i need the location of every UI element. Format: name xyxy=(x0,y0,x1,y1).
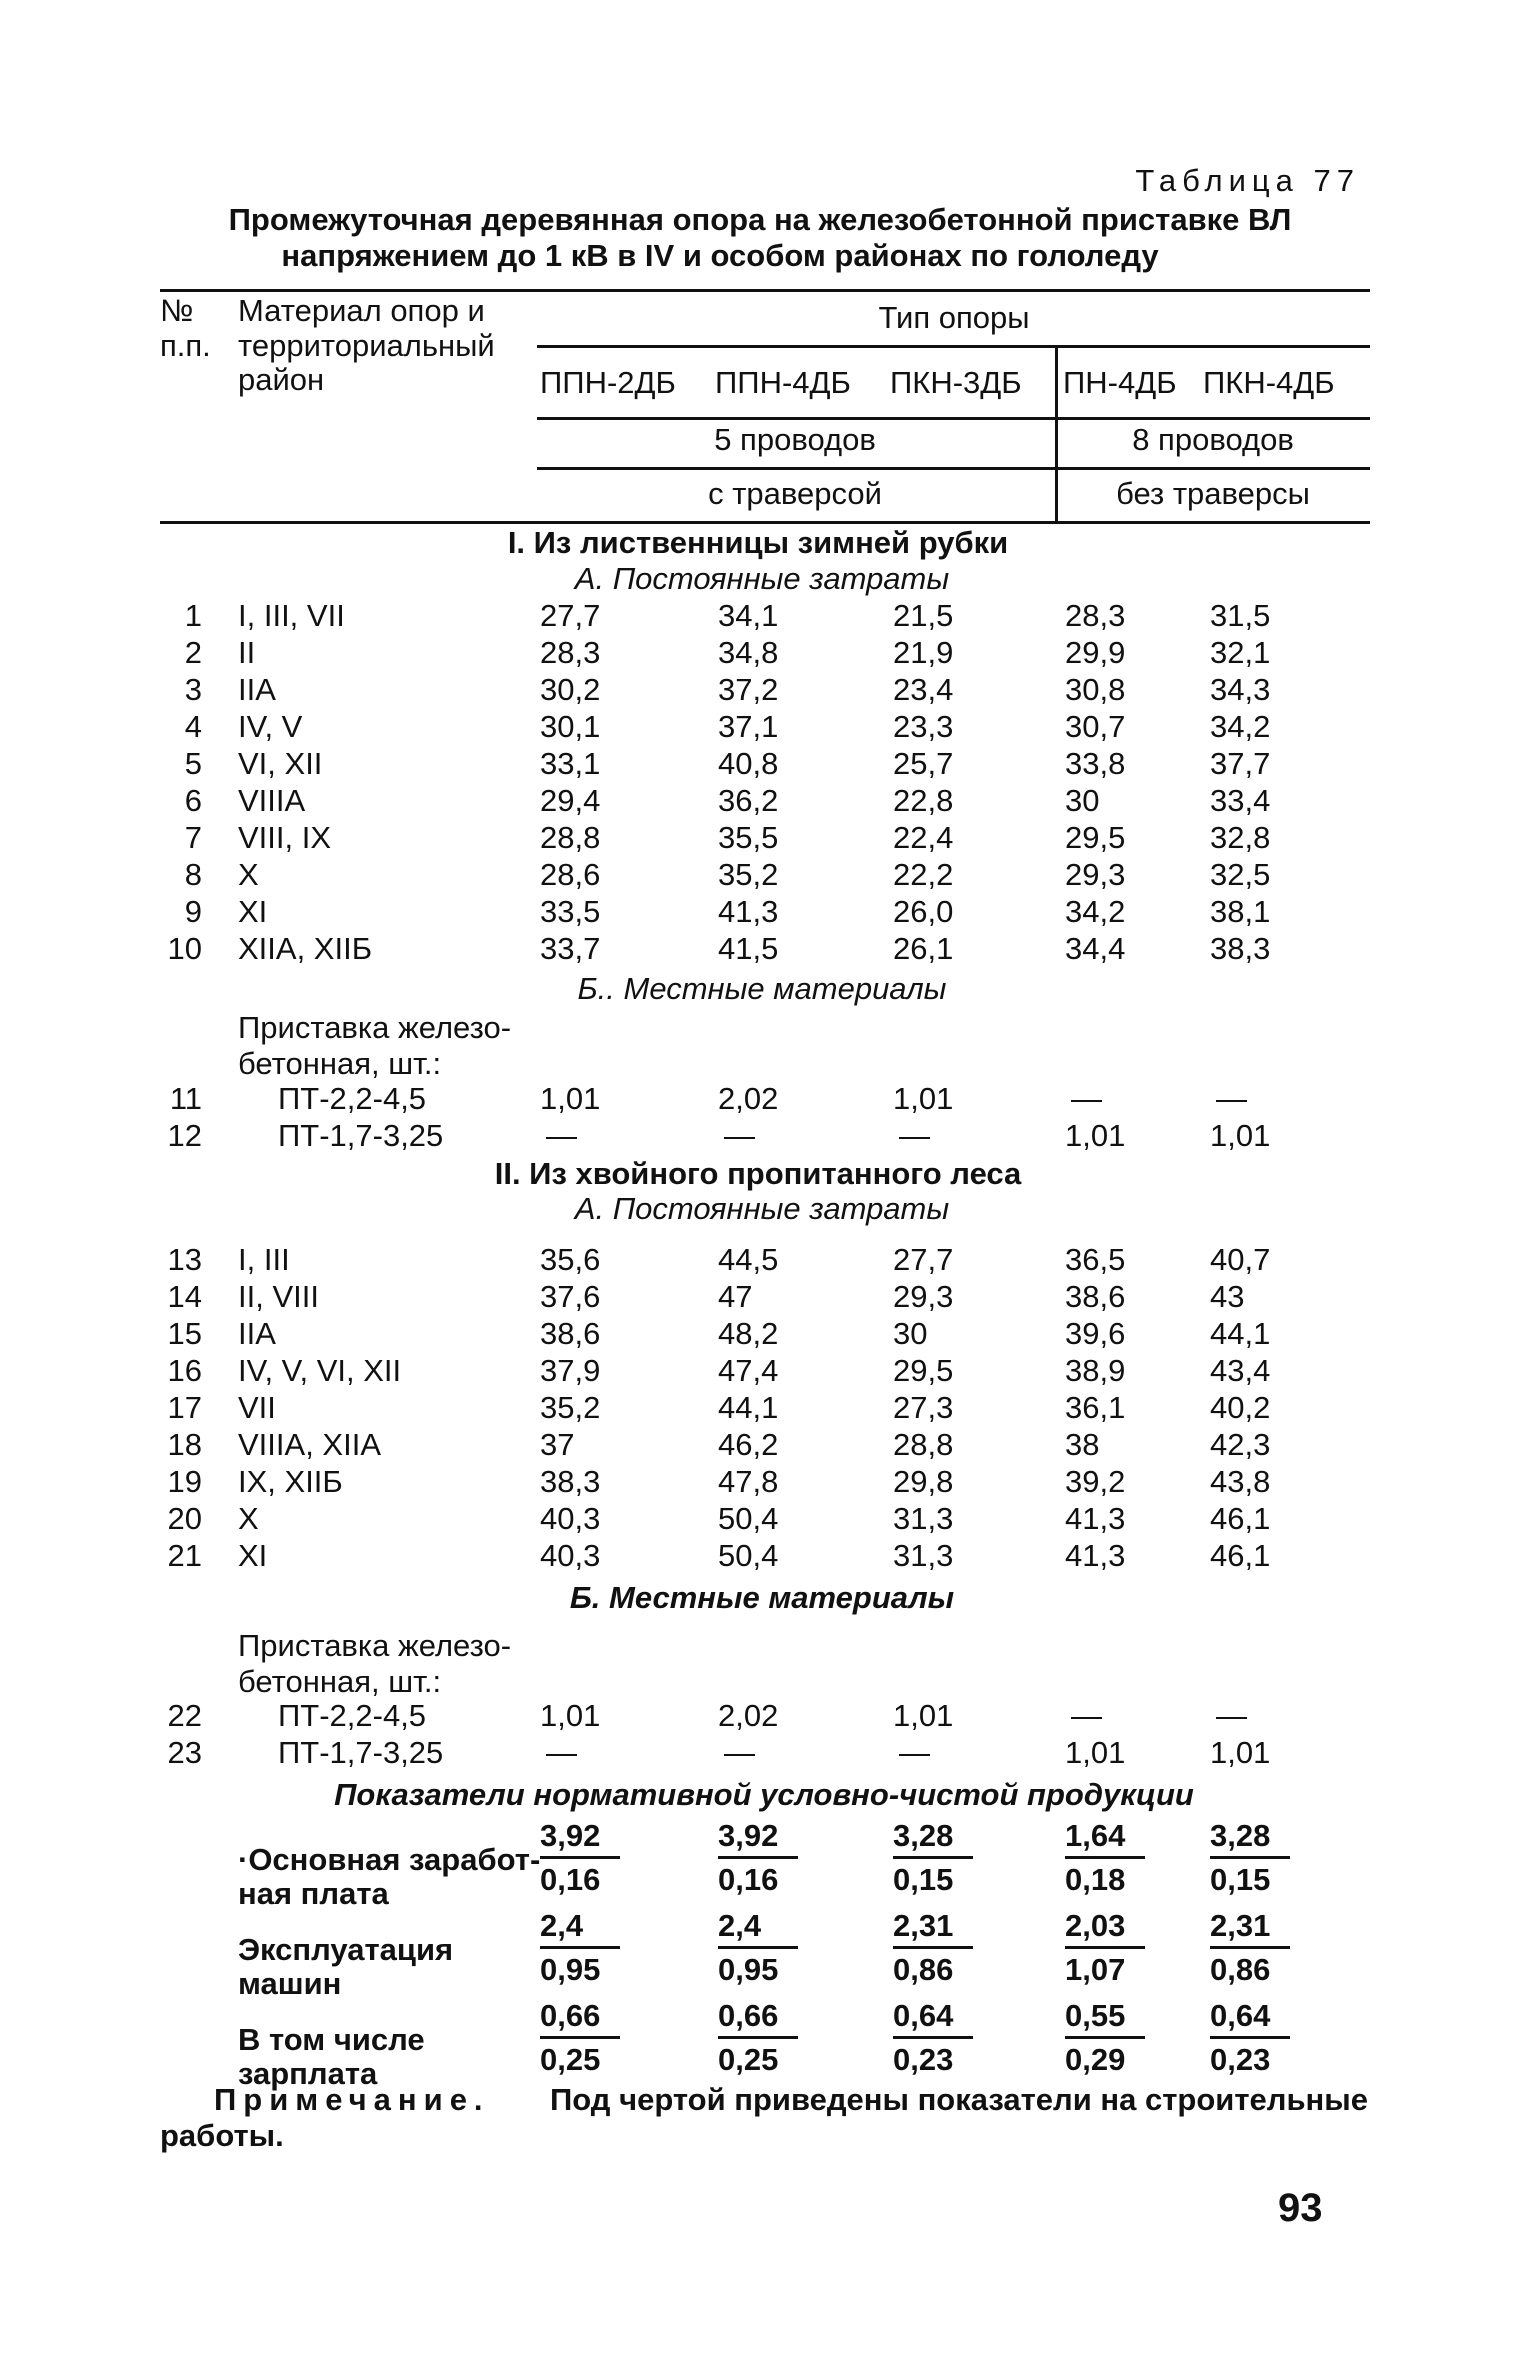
header-wires-5: 5 проводов xyxy=(714,422,876,457)
cell-value: 32,1 xyxy=(1210,635,1271,670)
cell-value: 21,5 xyxy=(893,598,954,633)
row-name: ПТ-2,2-4,5 xyxy=(278,1698,427,1733)
cell-value: 35,2 xyxy=(540,1390,601,1425)
subsection-title: А. Постоянные затраты xyxy=(574,1191,950,1226)
cell-value: — xyxy=(899,1118,930,1153)
header-col-1: ППН-2ДБ xyxy=(540,365,676,400)
fraction-denominator: 0,15 xyxy=(893,1862,954,1897)
row-name: II, VIII xyxy=(238,1279,319,1314)
row-number: 1 xyxy=(184,598,202,633)
row-number: 8 xyxy=(184,857,202,892)
cell-value: 36,2 xyxy=(718,783,779,818)
cell-value: 27,3 xyxy=(893,1390,954,1425)
cell-value: 28,3 xyxy=(540,635,601,670)
cell-value: 39,6 xyxy=(1065,1316,1126,1351)
cell-value: 1,01 xyxy=(893,1698,954,1733)
cell-value: 22,8 xyxy=(893,783,954,818)
fraction-denominator: 0,25 xyxy=(540,2042,601,2077)
cell-value: 40,3 xyxy=(540,1501,601,1536)
cell-value: — xyxy=(899,1735,930,1770)
cell-value: 1,01 xyxy=(893,1081,954,1116)
cell-value: 44,5 xyxy=(718,1242,779,1277)
row-number: 7 xyxy=(184,820,202,855)
pristavka-label: Приставка железо- xyxy=(238,1628,512,1663)
header-type: Тип опоры xyxy=(878,300,1030,335)
cell-value: 42,3 xyxy=(1210,1427,1271,1462)
row-number: 20 xyxy=(167,1501,202,1536)
cell-value: 29,8 xyxy=(893,1464,954,1499)
page-number: 93 xyxy=(1278,2186,1323,2230)
fraction-numerator: 3,28 xyxy=(893,1818,954,1853)
row-number: 12 xyxy=(167,1118,202,1153)
cell-value: — xyxy=(1071,1698,1102,1733)
row-name: XIIА, XIIБ xyxy=(238,931,373,966)
row-name: IX, XIIБ xyxy=(238,1464,343,1499)
indicator-fraction xyxy=(1210,2000,1290,2080)
row-number: 3 xyxy=(184,672,202,707)
cell-value: 38,9 xyxy=(1065,1353,1126,1388)
cell-value: 41,3 xyxy=(718,894,779,929)
fraction-bar xyxy=(893,2036,973,2039)
table-label: Таблица 77 xyxy=(1135,163,1360,198)
subsection-title: Б. Местные материалы xyxy=(569,1580,955,1615)
fraction-numerator: 3,92 xyxy=(718,1818,779,1853)
fraction-denominator: 0,23 xyxy=(1210,2042,1271,2077)
cell-value: 37,6 xyxy=(540,1279,601,1314)
cell-value: 35,5 xyxy=(718,820,779,855)
row-name: II xyxy=(238,635,256,670)
fraction-denominator: 0,23 xyxy=(893,2042,954,2077)
fraction-bar xyxy=(718,2036,798,2039)
fraction-denominator: 0,16 xyxy=(540,1862,601,1897)
cell-value: 41,3 xyxy=(1065,1501,1126,1536)
indicator-label: зарплата xyxy=(238,2056,378,2091)
indicator-label: Эксплуатация xyxy=(238,1932,454,1967)
cell-value: 43 xyxy=(1210,1279,1245,1314)
fraction-denominator: 0,86 xyxy=(893,1952,954,1987)
cell-value: 38,6 xyxy=(1065,1279,1126,1314)
indicator-label: В том числе xyxy=(238,2022,425,2057)
cell-value: 50,4 xyxy=(718,1538,779,1573)
fraction-numerator: 0,64 xyxy=(893,1998,954,2033)
cell-value: 41,5 xyxy=(718,931,779,966)
cell-value: 1,01 xyxy=(540,1081,601,1116)
row-name: X xyxy=(238,857,259,892)
fraction-denominator: 0,16 xyxy=(718,1862,779,1897)
cell-value: — xyxy=(546,1735,577,1770)
row-name: IIА xyxy=(238,1316,276,1351)
cell-value: 38,1 xyxy=(1210,894,1271,929)
cell-value: 33,7 xyxy=(540,931,601,966)
cell-value: 31,3 xyxy=(893,1501,954,1536)
indicator-fraction xyxy=(718,2000,798,2080)
cell-value: 35,2 xyxy=(718,857,779,892)
fraction-numerator: 0,55 xyxy=(1065,1998,1126,2033)
cell-value: 37 xyxy=(540,1427,575,1462)
cell-value: 50,4 xyxy=(718,1501,779,1536)
fraction-numerator: 3,92 xyxy=(540,1818,601,1853)
header-num-line-1: № xyxy=(160,293,194,328)
fraction-numerator: 2,31 xyxy=(1210,1908,1271,1943)
row-name: VII xyxy=(238,1390,276,1425)
header-material-line-1: Материал опор и xyxy=(238,293,485,328)
cell-value: 2,02 xyxy=(718,1081,779,1116)
cell-value: 37,2 xyxy=(718,672,779,707)
fraction-bar xyxy=(540,1856,620,1859)
indicator-fraction xyxy=(893,1910,973,1990)
section-title: I. Из лиственницы зимней рубки xyxy=(507,525,1009,560)
fraction-bar xyxy=(1210,1856,1290,1859)
cell-value: 34,3 xyxy=(1210,672,1271,707)
row-name: IV, V xyxy=(238,709,303,744)
fraction-bar xyxy=(1065,2036,1145,2039)
row-number: 2 xyxy=(184,635,202,670)
row-name: X xyxy=(238,1501,259,1536)
fraction-bar xyxy=(718,1856,798,1859)
pristavka-label: бетонная, шт.: xyxy=(238,1664,442,1699)
row-number: 23 xyxy=(167,1735,202,1770)
fraction-numerator: 3,28 xyxy=(1210,1818,1271,1853)
row-number: 18 xyxy=(167,1427,202,1462)
fraction-bar xyxy=(540,1946,620,1949)
fraction-numerator: 1,64 xyxy=(1065,1818,1126,1853)
cell-value: 30 xyxy=(893,1316,928,1351)
row-number: 9 xyxy=(184,894,202,929)
fraction-bar xyxy=(893,1946,973,1949)
cell-value: 34,2 xyxy=(1065,894,1126,929)
cell-value: 30,7 xyxy=(1065,709,1126,744)
cell-value: 22,4 xyxy=(893,820,954,855)
indicator-fraction xyxy=(1210,1910,1290,1990)
cell-value: 30,1 xyxy=(540,709,601,744)
cell-value: 29,9 xyxy=(1065,635,1126,670)
fraction-denominator: 0,95 xyxy=(718,1952,779,1987)
cell-value: 36,1 xyxy=(1065,1390,1126,1425)
fraction-denominator: 1,07 xyxy=(1065,1952,1126,1987)
fraction-denominator: 0,18 xyxy=(1065,1862,1126,1897)
cell-value: 41,3 xyxy=(1065,1538,1126,1573)
row-name: XI xyxy=(238,894,268,929)
fraction-denominator: 0,29 xyxy=(1065,2042,1126,2077)
row-name: VIIIА, XIIА xyxy=(238,1427,381,1462)
fraction-bar xyxy=(718,1946,798,1949)
fraction-numerator: 2,4 xyxy=(540,1908,584,1943)
fraction-numerator: 0,64 xyxy=(1210,1998,1271,2033)
fraction-bar xyxy=(893,1856,973,1859)
cell-value: 34,2 xyxy=(1210,709,1271,744)
pristavka-label: Приставка железо- xyxy=(238,1010,512,1045)
row-number: 10 xyxy=(167,931,202,966)
cell-value: 28,6 xyxy=(540,857,601,892)
pristavka-label: бетонная, шт.: xyxy=(238,1046,442,1081)
fraction-numerator: 2,4 xyxy=(718,1908,762,1943)
cell-value: 34,4 xyxy=(1065,931,1126,966)
cell-value: 44,1 xyxy=(1210,1316,1271,1351)
subsection-title: А. Постоянные затраты xyxy=(574,561,950,596)
cell-value: 32,5 xyxy=(1210,857,1271,892)
cell-value: 34,8 xyxy=(718,635,779,670)
header-col-5: ПКН-4ДБ xyxy=(1203,365,1335,400)
cell-value: 47,8 xyxy=(718,1464,779,1499)
row-name: IV, V, VI, XII xyxy=(238,1353,402,1388)
cell-value: 47,4 xyxy=(718,1353,779,1388)
cell-value: 40,3 xyxy=(540,1538,601,1573)
note-text-line-2: работы. xyxy=(160,2118,284,2153)
row-name: IIА xyxy=(238,672,276,707)
cell-value: 33,4 xyxy=(1210,783,1271,818)
cell-value: 44,1 xyxy=(718,1390,779,1425)
header-wires-rule xyxy=(537,467,1370,470)
cell-value: 33,1 xyxy=(540,746,601,781)
header-bottom-rule xyxy=(160,521,1370,524)
cell-value: 43,4 xyxy=(1210,1353,1271,1388)
cell-value: 37,9 xyxy=(540,1353,601,1388)
row-number: 5 xyxy=(184,746,202,781)
header-with-crossarm: с траверсой xyxy=(708,476,882,511)
header-vertical-rule xyxy=(1055,348,1058,521)
cell-value: 29,3 xyxy=(1065,857,1126,892)
cell-value: 37,7 xyxy=(1210,746,1271,781)
indicator-fraction xyxy=(1210,1820,1290,1900)
cell-value: 30 xyxy=(1065,783,1100,818)
header-col-2: ППН-4ДБ xyxy=(715,365,851,400)
fraction-bar xyxy=(1210,1946,1290,1949)
header-num-line-2: п.п. xyxy=(160,328,211,363)
header-type-rule xyxy=(537,345,1370,348)
row-name: I, III xyxy=(238,1242,290,1277)
indicator-label: ·Основная заработ- xyxy=(238,1842,541,1877)
cell-value: 31,5 xyxy=(1210,598,1271,633)
indicator-fraction xyxy=(718,1820,798,1900)
cell-value: 34,1 xyxy=(718,598,779,633)
cell-value: 46,1 xyxy=(1210,1538,1271,1573)
cell-value: — xyxy=(724,1735,755,1770)
header-columns-rule xyxy=(537,417,1370,420)
fraction-denominator: 0,15 xyxy=(1210,1862,1271,1897)
cell-value: 29,5 xyxy=(893,1353,954,1388)
row-number: 13 xyxy=(167,1242,202,1277)
header-wires-8: 8 проводов xyxy=(1132,422,1294,457)
row-number: 4 xyxy=(184,709,202,744)
header-material-line-2: территориальный xyxy=(238,328,495,363)
cell-value: 31,3 xyxy=(893,1538,954,1573)
cell-value: 26,1 xyxy=(893,931,954,966)
cell-value: 33,5 xyxy=(540,894,601,929)
row-name: XI xyxy=(238,1538,268,1573)
table-title-line-1: Промежуточная деревянная опора на железобетонной приставке ВЛ xyxy=(228,202,1292,237)
indicator-fraction xyxy=(1065,1910,1145,1990)
cell-value: 25,7 xyxy=(893,746,954,781)
cell-value: 38,3 xyxy=(1210,931,1271,966)
indicator-fraction xyxy=(540,1910,620,1990)
cell-value: 39,2 xyxy=(1065,1464,1126,1499)
note-text-line-1: Под чертой приведены показатели на строительные xyxy=(550,2082,1368,2117)
cell-value: 47 xyxy=(718,1279,753,1314)
cell-value: 27,7 xyxy=(893,1242,954,1277)
cell-value: — xyxy=(1071,1081,1102,1116)
cell-value: 27,7 xyxy=(540,598,601,633)
cell-value: 37,1 xyxy=(718,709,779,744)
cell-value: 36,5 xyxy=(1065,1242,1126,1277)
indicator-label: машин xyxy=(238,1966,342,2001)
cell-value: 32,8 xyxy=(1210,820,1271,855)
row-number: 21 xyxy=(167,1538,202,1573)
cell-value: 33,8 xyxy=(1065,746,1126,781)
cell-value: 40,8 xyxy=(718,746,779,781)
fraction-bar xyxy=(1210,2036,1290,2039)
cell-value: 38,6 xyxy=(540,1316,601,1351)
indicator-fraction xyxy=(1065,1820,1145,1900)
fraction-bar xyxy=(1065,1946,1145,1949)
cell-value: 1,01 xyxy=(1210,1735,1271,1770)
cell-value: 38 xyxy=(1065,1427,1100,1462)
cell-value: 29,4 xyxy=(540,783,601,818)
cell-value: 38,3 xyxy=(540,1464,601,1499)
fraction-numerator: 0,66 xyxy=(718,1998,779,2033)
header-material-line-3: район xyxy=(238,362,325,397)
fraction-numerator: 2,03 xyxy=(1065,1908,1126,1943)
fraction-denominator: 0,25 xyxy=(718,2042,779,2077)
cell-value: 46,1 xyxy=(1210,1501,1271,1536)
cell-value: 1,01 xyxy=(1065,1118,1126,1153)
indicators-title: Показатели нормативной условно-чистой продукции xyxy=(334,1777,1194,1812)
subsection-title: Б.. Местные материалы xyxy=(577,971,947,1006)
row-number: 6 xyxy=(184,783,202,818)
row-number: 15 xyxy=(167,1316,202,1351)
cell-value: 22,2 xyxy=(893,857,954,892)
cell-value: 23,3 xyxy=(893,709,954,744)
header-top-rule xyxy=(160,289,1370,292)
row-name: ПТ-1,7-3,25 xyxy=(278,1118,444,1153)
cell-value: — xyxy=(724,1118,755,1153)
cell-value: 48,2 xyxy=(718,1316,779,1351)
cell-value: 35,6 xyxy=(540,1242,601,1277)
indicator-label: ная плата xyxy=(238,1876,389,1911)
row-name: VIII, IX xyxy=(238,820,332,855)
cell-value: 28,3 xyxy=(1065,598,1126,633)
row-number: 16 xyxy=(167,1353,202,1388)
row-number: 14 xyxy=(167,1279,202,1314)
fraction-numerator: 2,31 xyxy=(893,1908,954,1943)
header-col-4: ПН-4ДБ xyxy=(1063,365,1177,400)
cell-value: 1,01 xyxy=(1210,1118,1271,1153)
cell-value: 30,8 xyxy=(1065,672,1126,707)
fraction-bar xyxy=(540,2036,620,2039)
row-name: ПТ-1,7-3,25 xyxy=(278,1735,444,1770)
indicator-fraction xyxy=(893,2000,973,2080)
cell-value: — xyxy=(1216,1698,1247,1733)
note-label: Примечание. xyxy=(214,2082,490,2117)
indicator-fraction xyxy=(540,2000,620,2080)
cell-value: 21,9 xyxy=(893,635,954,670)
cell-value: 26,0 xyxy=(893,894,954,929)
cell-value: — xyxy=(1216,1081,1247,1116)
header-col-3: ПКН-3ДБ xyxy=(890,365,1022,400)
cell-value: 46,2 xyxy=(718,1427,779,1462)
row-number: 22 xyxy=(167,1698,202,1733)
cell-value: 43,8 xyxy=(1210,1464,1271,1499)
row-name: I, III, VII xyxy=(238,598,345,633)
cell-value: 40,7 xyxy=(1210,1242,1271,1277)
table-title-line-2: напряжением до 1 кВ в IV и особом районах по гололеду xyxy=(281,238,1159,273)
cell-value: 28,8 xyxy=(893,1427,954,1462)
row-number: 19 xyxy=(167,1464,202,1499)
cell-value: 29,3 xyxy=(893,1279,954,1314)
cell-value: 28,8 xyxy=(540,820,601,855)
row-name: ПТ-2,2-4,5 xyxy=(278,1081,427,1116)
cell-value: 1,01 xyxy=(1065,1735,1126,1770)
row-number: 17 xyxy=(167,1390,202,1425)
section-title: II. Из хвойного пропитанного леса xyxy=(494,1156,1022,1191)
row-number: 11 xyxy=(169,1081,202,1116)
indicator-fraction xyxy=(540,1820,620,1900)
row-name: VIIIА xyxy=(238,783,306,818)
cell-value: 40,2 xyxy=(1210,1390,1271,1425)
cell-value: 1,01 xyxy=(540,1698,601,1733)
cell-value: 2,02 xyxy=(718,1698,779,1733)
indicator-fraction xyxy=(718,1910,798,1990)
cell-value: 30,2 xyxy=(540,672,601,707)
fraction-numerator: 0,66 xyxy=(540,1998,601,2033)
cell-value: 29,5 xyxy=(1065,820,1126,855)
cell-value: — xyxy=(546,1118,577,1153)
fraction-denominator: 0,86 xyxy=(1210,1952,1271,1987)
fraction-denominator: 0,95 xyxy=(540,1952,601,1987)
fraction-bar xyxy=(1065,1856,1145,1859)
header-without-crossarm: без траверсы xyxy=(1116,476,1310,511)
indicator-fraction xyxy=(1065,2000,1145,2080)
row-name: VI, XII xyxy=(238,746,323,781)
indicator-fraction xyxy=(893,1820,973,1900)
cell-value: 23,4 xyxy=(893,672,954,707)
